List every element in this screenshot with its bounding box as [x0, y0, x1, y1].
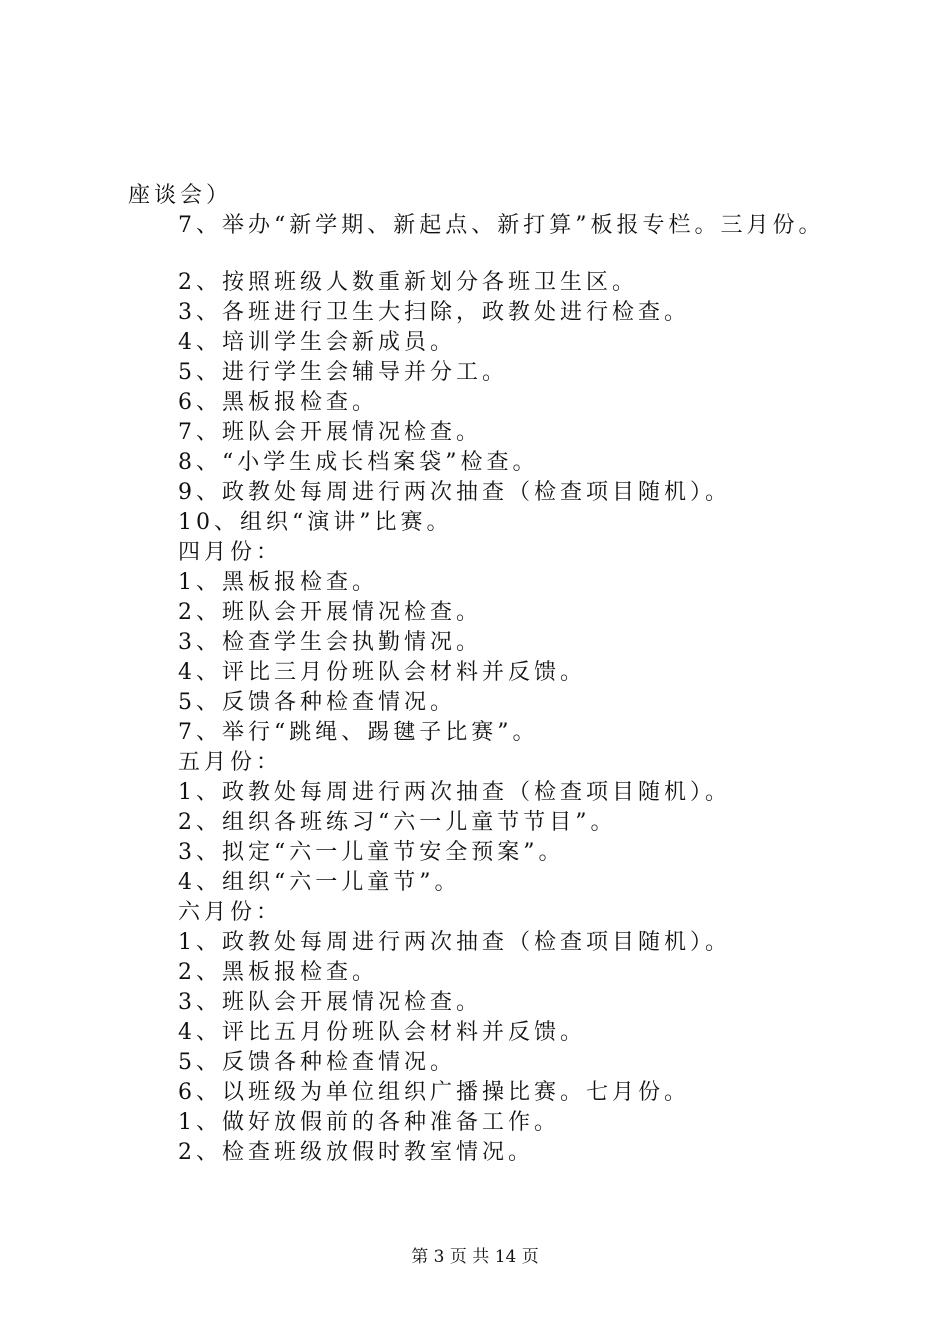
list-item: 4、组织“六一儿童节”。	[178, 870, 461, 895]
month-heading: 五月份：	[178, 750, 283, 775]
list-item: 10、组织“演讲”比赛。	[178, 510, 453, 535]
list-item: 2、组织各班练习“六一儿童节节目”。	[178, 810, 617, 835]
list-item: 2、检查班级放假时教室情况。	[178, 1140, 534, 1165]
plan-list	[178, 268, 731, 1168]
list-item: 2、黑板报检查。	[178, 960, 378, 985]
list-item: 9、政教处每周进行两次抽查（检查项目随机）。	[178, 480, 731, 505]
list-item: 7、班队会开展情况检查。	[178, 420, 482, 445]
month-heading: 四月份：	[178, 540, 283, 565]
list-item: 8、“小学生成长档案袋”检查。	[178, 450, 539, 475]
list-item: 3、拟定“六一儿童节安全预案”。	[178, 840, 565, 865]
list-item: 3、班队会开展情况检查。	[178, 990, 482, 1015]
list-item: 5、反馈各种检查情况。	[178, 1050, 456, 1075]
intro-line: 座谈会）	[128, 183, 233, 208]
list-item: 6、以班级为单位组织广播操比赛。七月份。	[178, 1080, 690, 1105]
list-item: 2、班队会开展情况检查。	[178, 600, 482, 625]
list-item: 1、政教处每周进行两次抽查（检查项目随机）。	[178, 930, 731, 955]
list-item: 1、做好放假前的各种准备工作。	[178, 1110, 560, 1135]
list-item: 3、检查学生会执勤情况。	[178, 630, 482, 655]
list-item: 1、黑板报检查。	[178, 570, 378, 595]
list-item: 4、培训学生会新成员。	[178, 330, 456, 355]
list-item: 3、各班进行卫生大扫除，政教处进行检查。	[178, 300, 690, 325]
list-item: 1、政教处每周进行两次抽查（检查项目随机）。	[178, 780, 731, 805]
plan-line-7: 7、举办“新学期、新起点、新打算”板报专栏。三月份。	[178, 213, 825, 238]
list-item: 5、反馈各种检查情况。	[178, 690, 456, 715]
month-heading: 六月份：	[178, 900, 283, 925]
list-item: 4、评比三月份班队会材料并反馈。	[178, 660, 586, 685]
list-item: 2、按照班级人数重新划分各班卫生区。	[178, 270, 638, 295]
list-item: 6、黑板报检查。	[178, 390, 378, 415]
list-item: 4、评比五月份班队会材料并反馈。	[178, 1020, 586, 1045]
list-item: 5、进行学生会辅导并分工。	[178, 360, 508, 385]
list-item: 7、举行“跳绳、踢毽子比赛”。	[178, 720, 539, 745]
page-footer: 第 3 页 共 14 页	[411, 1247, 539, 1267]
